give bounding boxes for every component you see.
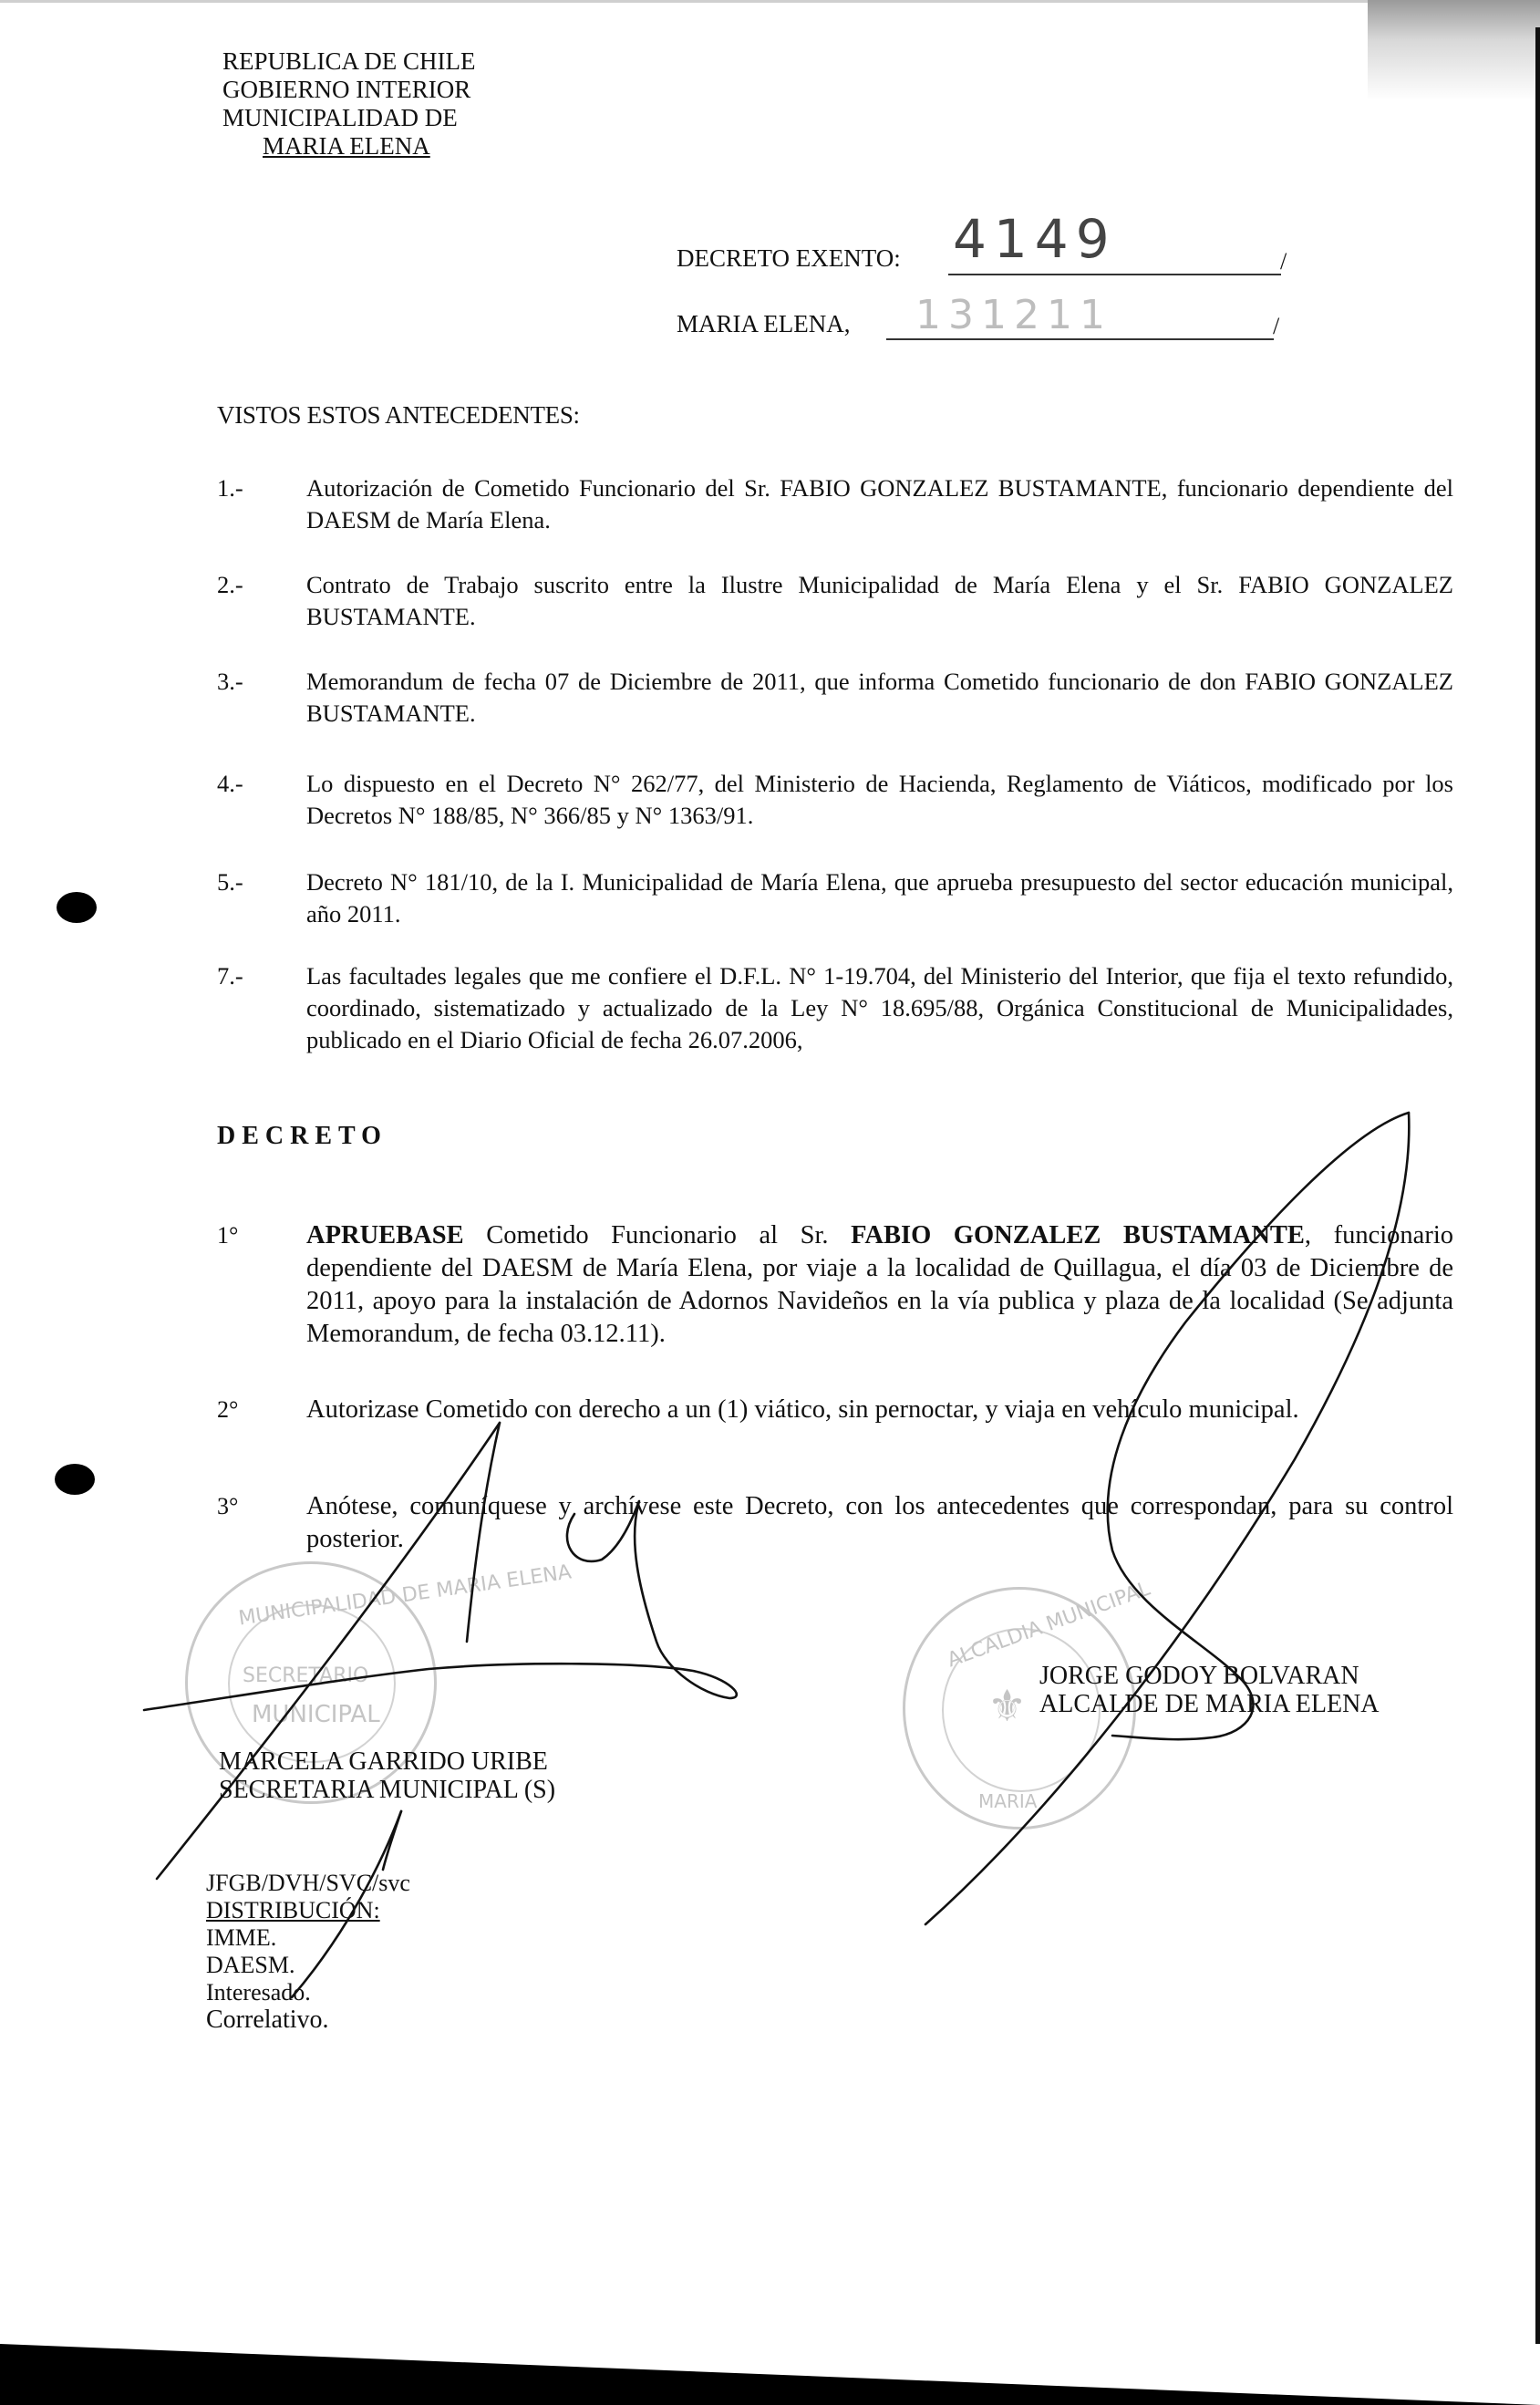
letterhead-line: MUNICIPALIDAD DE [222, 104, 458, 131]
visto-item [217, 768, 1453, 832]
visto-number: 7.- [217, 962, 243, 990]
visto-item [217, 666, 1453, 730]
date-line [886, 338, 1274, 340]
punch-hole-bottom [55, 1464, 95, 1495]
punch-hole-top [57, 892, 97, 923]
decreto-text-part: , funcionario dependiente del DAESM de María Elena, por viaje a la localidad de Quillagua, el día 03 de Diciembre de 2011, apoyo para la instalación de Adornos Navideños en la vía publica y plaza de la localidad (Se adjunta Memorandum, de fecha 03.12.11). [306, 1221, 1453, 1348]
vistos-title: VISTOS ESTOS ANTECEDENTES: [217, 401, 580, 429]
visto-text: Lo dispuesto en el Decreto N° 262/77, del Ministerio de Hacienda, Reglamento de Viáticos, modificado por los Decretos N° 188/85, N° 366/85 y N° 1363/91. [306, 770, 1453, 829]
decreto-number: 1° [217, 1222, 239, 1249]
visto-item [217, 866, 1453, 930]
decreto-number: 4149 [953, 208, 1117, 270]
visto-number: 4.- [217, 770, 243, 797]
visto-text: Las facultades legales que me confiere el D.F.L. N° 1-19.704, del Ministerio del Interior, que fija el texto refundido, coordinado, sistematizado y actualizado de la Ley N° 18.695/88, Orgánica Constitucional de Municipalidades, publicado en el Diario Oficial de fecha 26.07.2006, [306, 962, 1453, 1053]
stamp-ring-text: ALCALDIA MUNICIPAL [944, 1577, 1153, 1673]
decreto-item [217, 1394, 1453, 1426]
visto-number: 5.- [217, 868, 243, 896]
decreto-text: Anótese, comuníquese y archívese este Decreto, con los antecedentes que correspondan, para su control posterior. [306, 1492, 1453, 1553]
visto-text: Decreto N° 181/10, de la I. Municipalidad de María Elena, que aprueba presupuesto del sector educación municipal, año 2011. [306, 868, 1453, 928]
stamp-ring-text: MUNICIPALIDAD DE MARIA ELENA [237, 1560, 574, 1631]
distribution-recipient: Correlativo. [206, 2006, 329, 2034]
distribution-recipient: Interesado. [206, 1979, 311, 2006]
stamp-center-text: SECRETARIO [243, 1664, 369, 1687]
decreto-number-line [948, 274, 1281, 275]
distribution-title: DISTRIBUCIÓN: [206, 1897, 380, 1923]
letterhead-line: REPUBLICA DE CHILE [222, 47, 476, 75]
decreto-bold-name: FABIO GONZALEZ BUSTAMANTE [851, 1221, 1305, 1249]
visto-item [217, 472, 1453, 536]
date-slash: / [1273, 313, 1280, 339]
decreto-number: 3° [217, 1493, 239, 1519]
visto-text: Memorandum de fecha 07 de Diciembre de 2011, que informa Cometido funcionario de don FABIO GONZALEZ BUSTAMANTE. [306, 668, 1453, 727]
visto-text: Contrato de Trabajo suscrito entre la Ilustre Municipalidad de María Elena y el Sr. FABIO GONZALEZ BUSTAMANTE. [306, 571, 1453, 630]
secretaria-signature-block [219, 1747, 555, 1804]
decreto-title: DECRETO [217, 1122, 388, 1150]
scan-bottom-wedge [0, 2344, 1540, 2405]
distribution-block [206, 1870, 410, 2034]
decreto-item [217, 1219, 1453, 1351]
decreto-number: 2° [217, 1396, 239, 1423]
visto-number: 1.- [217, 474, 243, 502]
date-stamp: 131211 [915, 292, 1112, 338]
scan-right-edge [1535, 27, 1540, 2344]
place-label: MARIA ELENA, [677, 310, 851, 337]
secretaria-name: MARCELA GARRIDO URIBE [219, 1747, 548, 1776]
visto-number: 2.- [217, 571, 243, 598]
stamp-bottom-text: MARIA [978, 1790, 1038, 1812]
decreto-bold-verb: APRUEBASE [306, 1221, 464, 1249]
distribution-recipient: DAESM. [206, 1952, 295, 1978]
visto-item [217, 569, 1453, 633]
visto-number: 3.- [217, 668, 243, 695]
decreto-slash: / [1280, 248, 1287, 275]
decreto-text-part: Cometido Funcionario al Sr. [463, 1221, 852, 1249]
letterhead-line: MARIA ELENA [263, 132, 430, 160]
decreto-item [217, 1490, 1453, 1556]
decreto-text [306, 1219, 1453, 1351]
initials: JFGB/DVH/SVC/svc [206, 1870, 410, 1896]
stamp-center-text: MUNICIPAL [252, 1701, 380, 1728]
letterhead-line: GOBIERNO INTERIOR [222, 76, 471, 103]
letterhead [222, 47, 476, 161]
decreto-label: DECRETO EXENTO: [677, 244, 901, 272]
alcalde-name: JORGE GODOY BOLVARAN [1039, 1662, 1359, 1690]
coat-of-arms-icon: ⚜ [987, 1681, 1028, 1732]
scan-top-edge [0, 0, 1540, 3]
secretaria-signature-stroke [383, 1811, 401, 1870]
visto-item [217, 960, 1453, 1056]
decreto-text: Autorizase Cometido con derecho a un (1) viático, sin pernoctar, y viaja en vehículo municipal. [306, 1395, 1299, 1424]
distribution-recipient: IMME. [206, 1924, 277, 1951]
scan-corner-shadow [1368, 0, 1540, 100]
visto-text: Autorización de Cometido Funcionario del Sr. FABIO GONZALEZ BUSTAMANTE, funcionario dependiente del DAESM de María Elena. [306, 474, 1453, 534]
secretaria-title: SECRETARIA MUNICIPAL (S) [219, 1776, 556, 1804]
alcalde-signature-block [1039, 1662, 1380, 1718]
alcalde-title: ALCALDE DE MARIA ELENA [1039, 1690, 1380, 1718]
